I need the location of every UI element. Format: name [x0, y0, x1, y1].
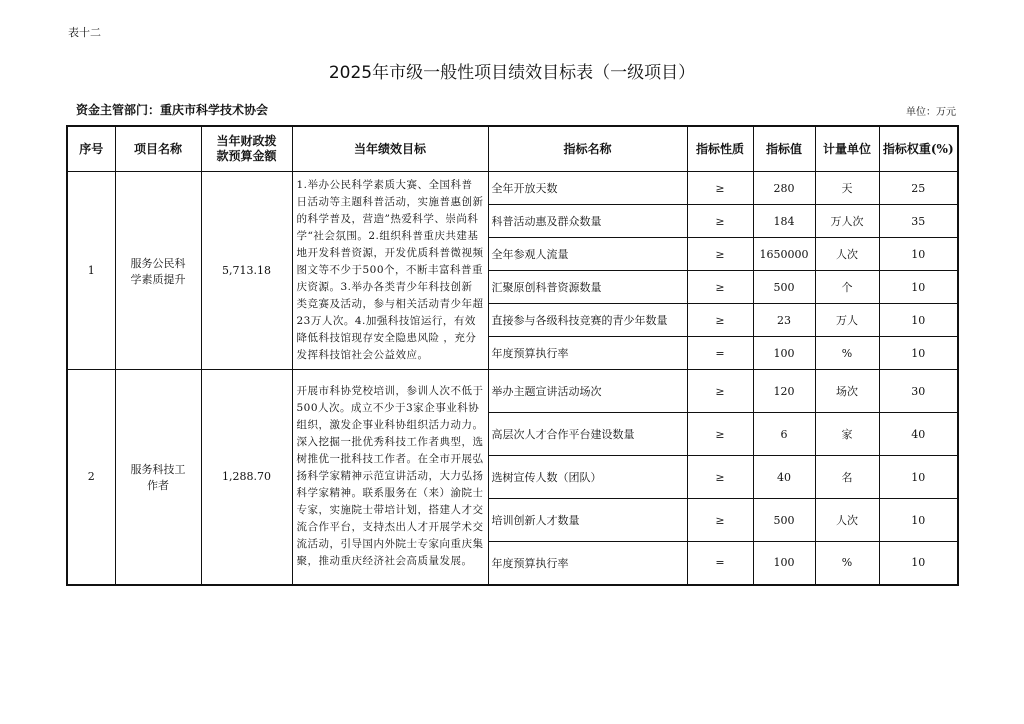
table-row	[67, 172, 958, 205]
header-indicator-nature: 指标性质	[687, 126, 753, 172]
budget-amount: 1,288.70	[201, 370, 292, 585]
header-row	[67, 126, 958, 172]
table-tag: 表十二	[68, 26, 101, 39]
header-indicator-value: 指标值	[753, 126, 815, 172]
indicator-name: 年度预算执行率	[488, 337, 687, 370]
annual-goal: 1.举办公民科学素质大赛、全国科普日活动等主题科普活动，实施普惠创新的科学普及，营造”热爱科学、崇尚科学“社会氛围。2.组织科普重庆共建基地开发科普资源，开发优质科普微视频图文等不少于500个，不断丰富科普重庆资源。3.举办各类青少年科技创新类竞赛及活动，参与相关活动青少年超23万人次。4.加强科技馆运行，有效降低科技馆现存安全隐患风险 ，充分发挥科技馆社会公益效应。	[292, 172, 488, 370]
indicator-nature: ≥	[687, 499, 753, 542]
indicator-weight: 35	[879, 205, 958, 238]
table-row	[67, 370, 958, 413]
performance-table	[66, 125, 959, 586]
indicator-nature: ≥	[687, 304, 753, 337]
indicator-value: 280	[753, 172, 815, 205]
header-seq: 序号	[67, 126, 115, 172]
header-measure-unit: 计量单位	[815, 126, 879, 172]
indicator-nature: ≥	[687, 413, 753, 456]
indicator-name: 高层次人才合作平台建设数量	[488, 413, 687, 456]
indicator-nature: ≥	[687, 370, 753, 413]
indicator-nature: ≥	[687, 456, 753, 499]
indicator-nature: ≥	[687, 205, 753, 238]
unit-label: 单位：万元	[906, 107, 956, 118]
indicator-name: 全年参观人流量	[488, 238, 687, 271]
measure-unit: 万人	[815, 304, 879, 337]
header-indicator-name: 指标名称	[488, 126, 687, 172]
indicator-weight: 10	[879, 304, 958, 337]
indicator-value: 100	[753, 337, 815, 370]
indicator-weight: 30	[879, 370, 958, 413]
budget-amount: 5,713.18	[201, 172, 292, 370]
indicator-name: 年度预算执行率	[488, 542, 687, 585]
indicator-value: 120	[753, 370, 815, 413]
indicator-value: 40	[753, 456, 815, 499]
measure-unit: %	[815, 337, 879, 370]
indicator-name: 汇聚原创科普资源数量	[488, 271, 687, 304]
indicator-nature: ≥	[687, 238, 753, 271]
indicator-value: 500	[753, 499, 815, 542]
header-annual-goal: 当年绩效目标	[292, 126, 488, 172]
indicator-weight: 10	[879, 456, 958, 499]
indicator-value: 1650000	[753, 238, 815, 271]
project-number: 1	[67, 172, 115, 370]
indicator-weight: 10	[879, 499, 958, 542]
indicator-value: 23	[753, 304, 815, 337]
header-project-name: 项目名称	[115, 126, 201, 172]
project-number: 2	[67, 370, 115, 585]
header-budget-amount: 当年财政拨款预算金额	[201, 126, 292, 172]
indicator-name: 举办主题宣讲活动场次	[488, 370, 687, 413]
indicator-nature: ≥	[687, 271, 753, 304]
department-label: 资金主管部门：重庆市科学技术协会	[76, 103, 269, 117]
indicator-weight: 40	[879, 413, 958, 456]
indicator-value: 500	[753, 271, 815, 304]
measure-unit: 个	[815, 271, 879, 304]
measure-unit: 人次	[815, 499, 879, 542]
indicator-name: 全年开放天数	[488, 172, 687, 205]
indicator-name: 选树宣传人数（团队）	[488, 456, 687, 499]
project-name: 服务科技工作者	[115, 370, 201, 585]
indicator-name: 培训创新人才数量	[488, 499, 687, 542]
page-title: 2025年市级一般性项目绩效目标表（一级项目）	[328, 63, 696, 83]
indicator-nature: =	[687, 337, 753, 370]
indicator-weight: 10	[879, 238, 958, 271]
indicator-value: 184	[753, 205, 815, 238]
indicator-nature: =	[687, 542, 753, 585]
measure-unit: 名	[815, 456, 879, 499]
measure-unit: 场次	[815, 370, 879, 413]
indicator-nature: ≥	[687, 172, 753, 205]
measure-unit: 家	[815, 413, 879, 456]
indicator-weight: 10	[879, 271, 958, 304]
indicator-name: 直接参与各级科技竞赛的青少年数量	[488, 304, 687, 337]
indicator-value: 6	[753, 413, 815, 456]
project-name: 服务公民科学素质提升	[115, 172, 201, 370]
annual-goal: 开展市科协党校培训，参训人次不低于500人次。成立不少于3家企事业科协组织，激发企事业科协组织活力动力。深入挖掘一批优秀科技工作者典型，选树推优一批科技工作者。在全市开展弘扬科学家精神示范宣讲活动，大力弘扬科学家精神。联系服务在（来）渝院士专家，实施院士带培计划，搭建人才交流合作平台，支持杰出人才开展学术交流活动，引导国内外院士专家向重庆集聚，推动重庆经济社会高质量发展。	[292, 370, 488, 585]
indicator-weight: 10	[879, 542, 958, 585]
header-indicator-weight: 指标权重(%)	[879, 126, 958, 172]
indicator-name: 科普活动惠及群众数量	[488, 205, 687, 238]
indicator-value: 100	[753, 542, 815, 585]
indicator-weight: 25	[879, 172, 958, 205]
measure-unit: 天	[815, 172, 879, 205]
measure-unit: 万人次	[815, 205, 879, 238]
measure-unit: 人次	[815, 238, 879, 271]
measure-unit: %	[815, 542, 879, 585]
indicator-weight: 10	[879, 337, 958, 370]
